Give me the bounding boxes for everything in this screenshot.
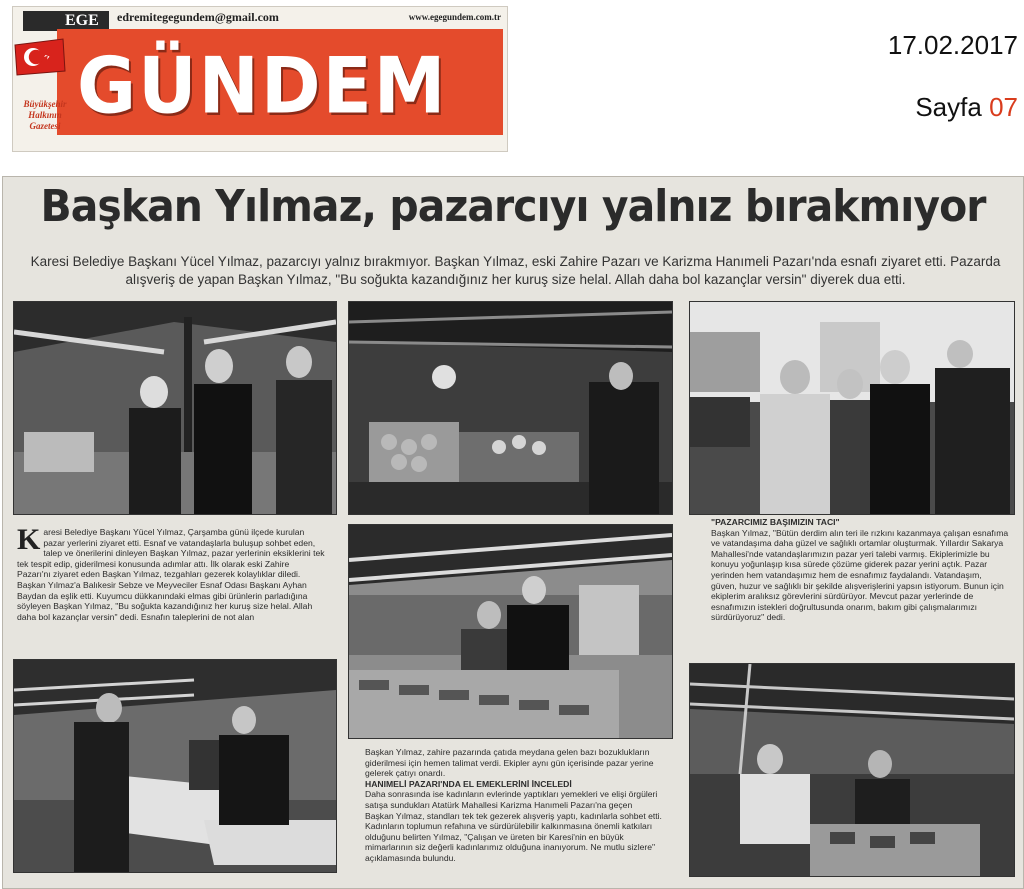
newspaper-masthead xyxy=(12,6,508,152)
masthead-website: www.egegundem.com.tr xyxy=(408,12,501,22)
photo-produce-stall xyxy=(348,301,673,515)
brand-small: EGE xyxy=(23,11,109,31)
column-3-subhead: "PAZARCIMIZ BAŞIMIZIN TACI" xyxy=(711,517,840,527)
photo-mayor-at-food-table xyxy=(13,659,337,873)
photo-mayor-with-vendor-woman xyxy=(13,301,337,515)
newspaper-logo: GÜNDEM xyxy=(77,40,448,131)
photo-mayor-shaking-hands xyxy=(689,301,1015,515)
page-word: Sayfa xyxy=(915,92,982,122)
issue-date: 17.02.2017 xyxy=(887,30,1018,60)
column-2-paragraph-1: Başkan Yılmaz, zahire pazarında çatıda meydana gelen bazı bozuklukların giderilmesi için hemen talimat verdi. Ekipler aynı gün içerisinde pazar yerine gelerek çatıyı onardı. xyxy=(365,747,654,779)
article-column-1 xyxy=(17,527,325,657)
article-column-3 xyxy=(711,517,1009,657)
photo-covered-market-crowd xyxy=(689,663,1015,877)
article-headline: Başkan Yılmaz, pazarcıyı yalnız bırakmıyor xyxy=(40,181,986,232)
masthead-email: edremitegegundem@gmail.com xyxy=(117,10,279,24)
dropcap: K xyxy=(17,527,41,556)
article-column-2 xyxy=(365,747,663,883)
page-label xyxy=(915,92,1018,123)
article-lead: Karesi Belediye Başkanı Yücel Yılmaz, pazarcıyı yalnız bırakmıyor. Başkan Yılmaz, eski Zahire Pazarı ve Karizma Hanımeli Pazarı'nda esnafı ziyaret etti. Pazarda alışveriş de yapan Başkan Yılmaz, "Bu soğukta kazandığınız her kuruş size helal. Allah daha bol kazançlar versin" diyerek dua etti. xyxy=(30,254,1001,287)
column-1-text: aresi Belediye Başkanı Yücel Yılmaz, Çarşamba günü ilçede kurulan pazar yerlerini ziyaret etti. Esnaf ve vatandaşlarla buluşup sohbet eden, talep ve önerilerini dinleyen Başkan Yılmaz, pazar yerlerinin eksiklerini tek tek tespit edip, giderilmesi konusunda adımlar attı. İlk olarak eski Zahire Pazarı'nı ziyaret eden Başkan Yılmaz, tezgahları gezerek kolaylıklar diledi. Başkan Yılmaz'a Balıkesir Sebze ve Meyveciler Esnaf Odası Başkanı Ayhan Baydan da eşlik etti. Kuyumcu dükkanındaki elmas gibi ürünlerin parladığına söyleyen Başkan Yılmaz, "Bu soğukta kazandığınız her kuruş size helal. Allah daha bol kazançlar versin" dedi. Esnafın taleplerini de not alan xyxy=(17,527,325,622)
column-3-text: Başkan Yılmaz, "Bütün derdim alın teri ile rızkını kazanmaya çalışan esnafıma ve vatandaşıma daha güzel ve sağlıklı ortamlar oluşturmak. Yıllardır Sakarya Mahallesi'nde vatandaşlarımızın pazar yeri talebi varmış. Ekiplerimizle bu konuyu yoğunlaşıp kısa sürede çözüme giderek pazar yerini açtık. Pazar yerinden hem vatandaşımız hem de esnafımız faydalandı. Vatandaşım, güven, huzur ve sağlıklı bir şekilde alışverişlerini yapsın istiyorum. Bunun için ekiplerim aralıksız görevlerini sürdürüyor. Mevcut pazar yerlerinde de esnafımızın istekleri doğrultusunda onarım, bakım gibi çalışmalarımızı sürdürüyoruz" dedi. xyxy=(711,527,1009,623)
masthead-tagline: Büyükşehir Halkının Gazetesi xyxy=(23,99,67,131)
page-number: 07 xyxy=(989,92,1018,122)
column-2-subhead: HANIMELİ PAZARI'NDA EL EMEKLERİNİ İNCELEDİ xyxy=(365,778,572,789)
turkish-flag-icon xyxy=(12,37,67,77)
article-clipping xyxy=(2,176,1024,889)
column-2-paragraph-2: Daha sonrasında ise kadınların evlerinde yaptıkları yemekleri ve elişi örgüleri satışa sundukları Atatürk Mahallesi Karizma Hanımeli Pazarı'na geçen Başkan Yılmaz, standları tek tek gezerek alışveriş yaptı, kadınlarla sohbet etti. Kadınların toplumun refahına ve sürdürülebilir kalkınmasına önemli katkıları olduğunu belirten Yılmaz, "Çalışan ve üreten bir Karesi'nin en büyük mimarlarının siz değerli kadınlarımız olduğuna inanıyorum. Ne mutlu sizlere" açıklamasında bulundu. xyxy=(365,789,662,863)
photo-hanimeli-market-women xyxy=(348,524,673,739)
